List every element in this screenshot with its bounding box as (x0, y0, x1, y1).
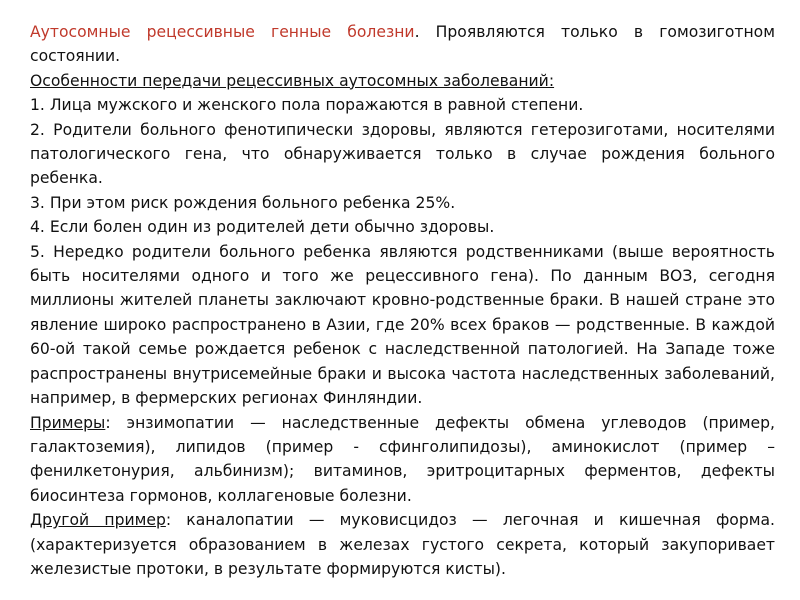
intro-heading: Аутосомные рецессивные генные болезни (30, 23, 415, 41)
intro-text: . Проявляются только в гомозиготном состоянии. (30, 23, 775, 66)
features-heading-text: Особенности передачи рецессивных аутосомных заболеваний: (30, 71, 555, 90)
list-item-5: 5. Нередко родители больного ребенка являются родственниками (выше вероятность быть носителями одного и того же рецессивного гена). По данным ВОЗ, сегодня миллионы жителей планеты заключают кровно-родственные браки. В нашей стране это явление широко распространено в Азии, где 20% всех браков — родственные. В каждой 60-ой такой семье рождается ребенок с наследственной патологией. На Западе тоже распространены внутрисемейные браки и высока частота наследственных заболеваний, например, в фермерских регионах Финляндии. (30, 242, 775, 408)
list-item-3: 3. При этом риск рождения больного ребенка 25%. (30, 193, 456, 212)
list-item-4: 4. Если болен один из родителей дети обычно здоровы. (30, 218, 495, 237)
other-example-label: Другой пример (30, 511, 166, 530)
examples-label: Примеры (30, 413, 106, 432)
examples-text: : энзимопатии — наследственные дефекты обмена углеводов (пример, галактоземия), липидов (пример - сфинголипидозы), аминокислот (пример – фенилкетонурия, альбинизм); витаминов, эритроцитарных ферментов, дефекты биосинтеза гормонов, коллагеновые болезни. (30, 413, 775, 505)
features-heading (30, 69, 775, 93)
other-example-text: : каналопатии — муковисцидоз — легочная и кишечная форма. (характеризуется образованием в железах густого секрета, который закупоривает железистые протоки, в результате формируются кисты). (30, 511, 775, 578)
list-item-2: 2. Родители больного фенотипически здоровы, являются гетерозиготами, носителями патологического гена, что обнаруживается только в случае рождения больного ребенка. (30, 120, 775, 188)
other-example-paragraph (30, 508, 775, 581)
list-item-1: 1. Лица мужского и женского пола поражаются в равной степени. (30, 96, 584, 115)
examples-paragraph (30, 411, 775, 509)
intro-paragraph (30, 20, 775, 69)
slide-text (30, 20, 775, 581)
